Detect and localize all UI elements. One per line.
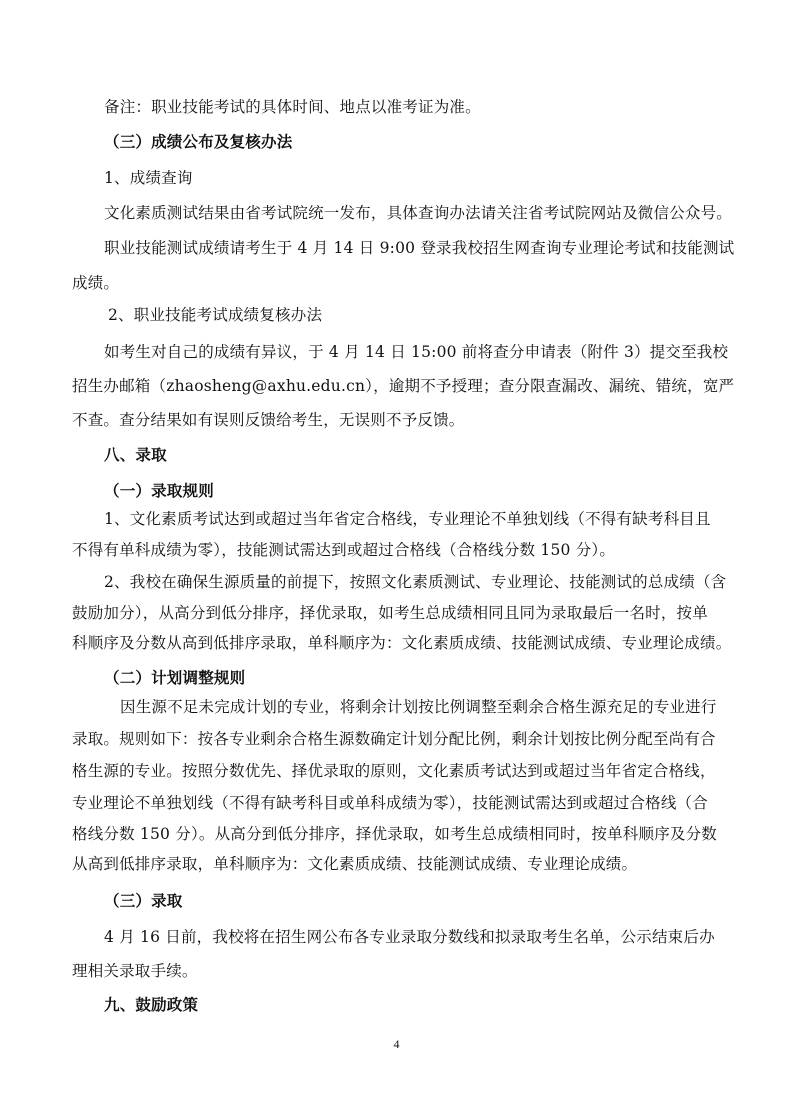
paragraph-line: 格生源的专业。按照分数优先、择优录取的原则，文化素质考试达到或超过当年省定合格线， [72, 762, 716, 780]
paragraph-line: 理相关录取手续。 [72, 962, 198, 980]
paragraph-line: 不得有单科成绩为零），技能测试需达到或超过合格线（合格线分数 150 分）。 [72, 541, 616, 559]
subsection-heading: 2、职业技能考试成绩复核办法 [108, 306, 323, 324]
section-heading: （三）录取 [104, 892, 183, 910]
paragraph-line: 鼓励加分），从高分到低分排序，择优录取，如考生总成绩相同且同为录取最后一名时，按单 [72, 604, 708, 622]
paragraph-line: 如考生对自己的成绩有异议，于 4 月 14 日 15:00 前将查分申请表（附件 3）提交至我校 [104, 343, 729, 361]
note-line: 备注：职业技能考试的具体时间、地点以准考证为准。 [104, 98, 481, 116]
paragraph-line: 因生源不足未完成计划的专业，将剩余计划按比例调整至剩余合格生源充足的专业进行 [120, 698, 717, 716]
paragraph-line: 录取。规则如下：按各专业剩余合格生源数确定计划分配比例，剩余计划按比例分配至尚有合 [72, 730, 716, 748]
chapter-heading: 九、鼓励政策 [104, 996, 199, 1014]
subsection-heading: 1、成绩查询 [104, 169, 193, 187]
section-heading: （一）录取规则 [104, 482, 214, 500]
page-number: 4 [393, 1037, 400, 1051]
paragraph-line: 招生办邮箱（zhaosheng@axhu.edu.cn），逾期不予授理；查分限查漏改、漏统、错统，宽严 [72, 377, 735, 395]
paragraph-line: 职业技能测试成绩请考生于 4 月 14 日 9:00 登录我校招生网查询专业理论考试和技能测试 [104, 239, 735, 257]
paragraph-line: 文化素质测试结果由省考试院统一发布，具体查询办法请关注省考试院网站及微信公众号。 [104, 204, 733, 222]
paragraph-line: 成绩。 [72, 274, 120, 292]
paragraph-line: 不查。查分结果如有误则反馈给考生，无误则不予反馈。 [72, 411, 465, 429]
chapter-heading: 八、录取 [104, 446, 167, 464]
paragraph-line: 格线分数 150 分）。从高分到低分排序，择优录取，如考生总成绩相同时，按单科顺序及分数 [72, 825, 717, 843]
paragraph-line: 1、文化素质考试达到或超过当年省定合格线，专业理论不单独划线（不得有缺考科目且 [104, 510, 711, 528]
paragraph-line: 4 月 16 日前，我校将在招生网公布各专业录取分数线和拟录取考生名单，公示结束后办 [104, 928, 715, 946]
paragraph-line: 科顺序及分数从高到低排序录取，单科顺序为：文化素质成绩、技能测试成绩、专业理论成绩。 [72, 634, 732, 652]
paragraph-line: 2、我校在确保生源质量的前提下，按照文化素质测试、专业理论、技能测试的总成绩（含 [104, 573, 727, 591]
section-heading: （二）计划调整规则 [104, 669, 246, 687]
section-heading: （三）成绩公布及复核办法 [104, 133, 293, 151]
paragraph-line: 专业理论不单独划线（不得有缺考科目或单科成绩为零），技能测试需达到或超过合格线（合 [72, 794, 708, 812]
paragraph-line: 从高到低排序录取，单科顺序为：文化素质成绩、技能测试成绩、专业理论成绩。 [72, 855, 638, 873]
